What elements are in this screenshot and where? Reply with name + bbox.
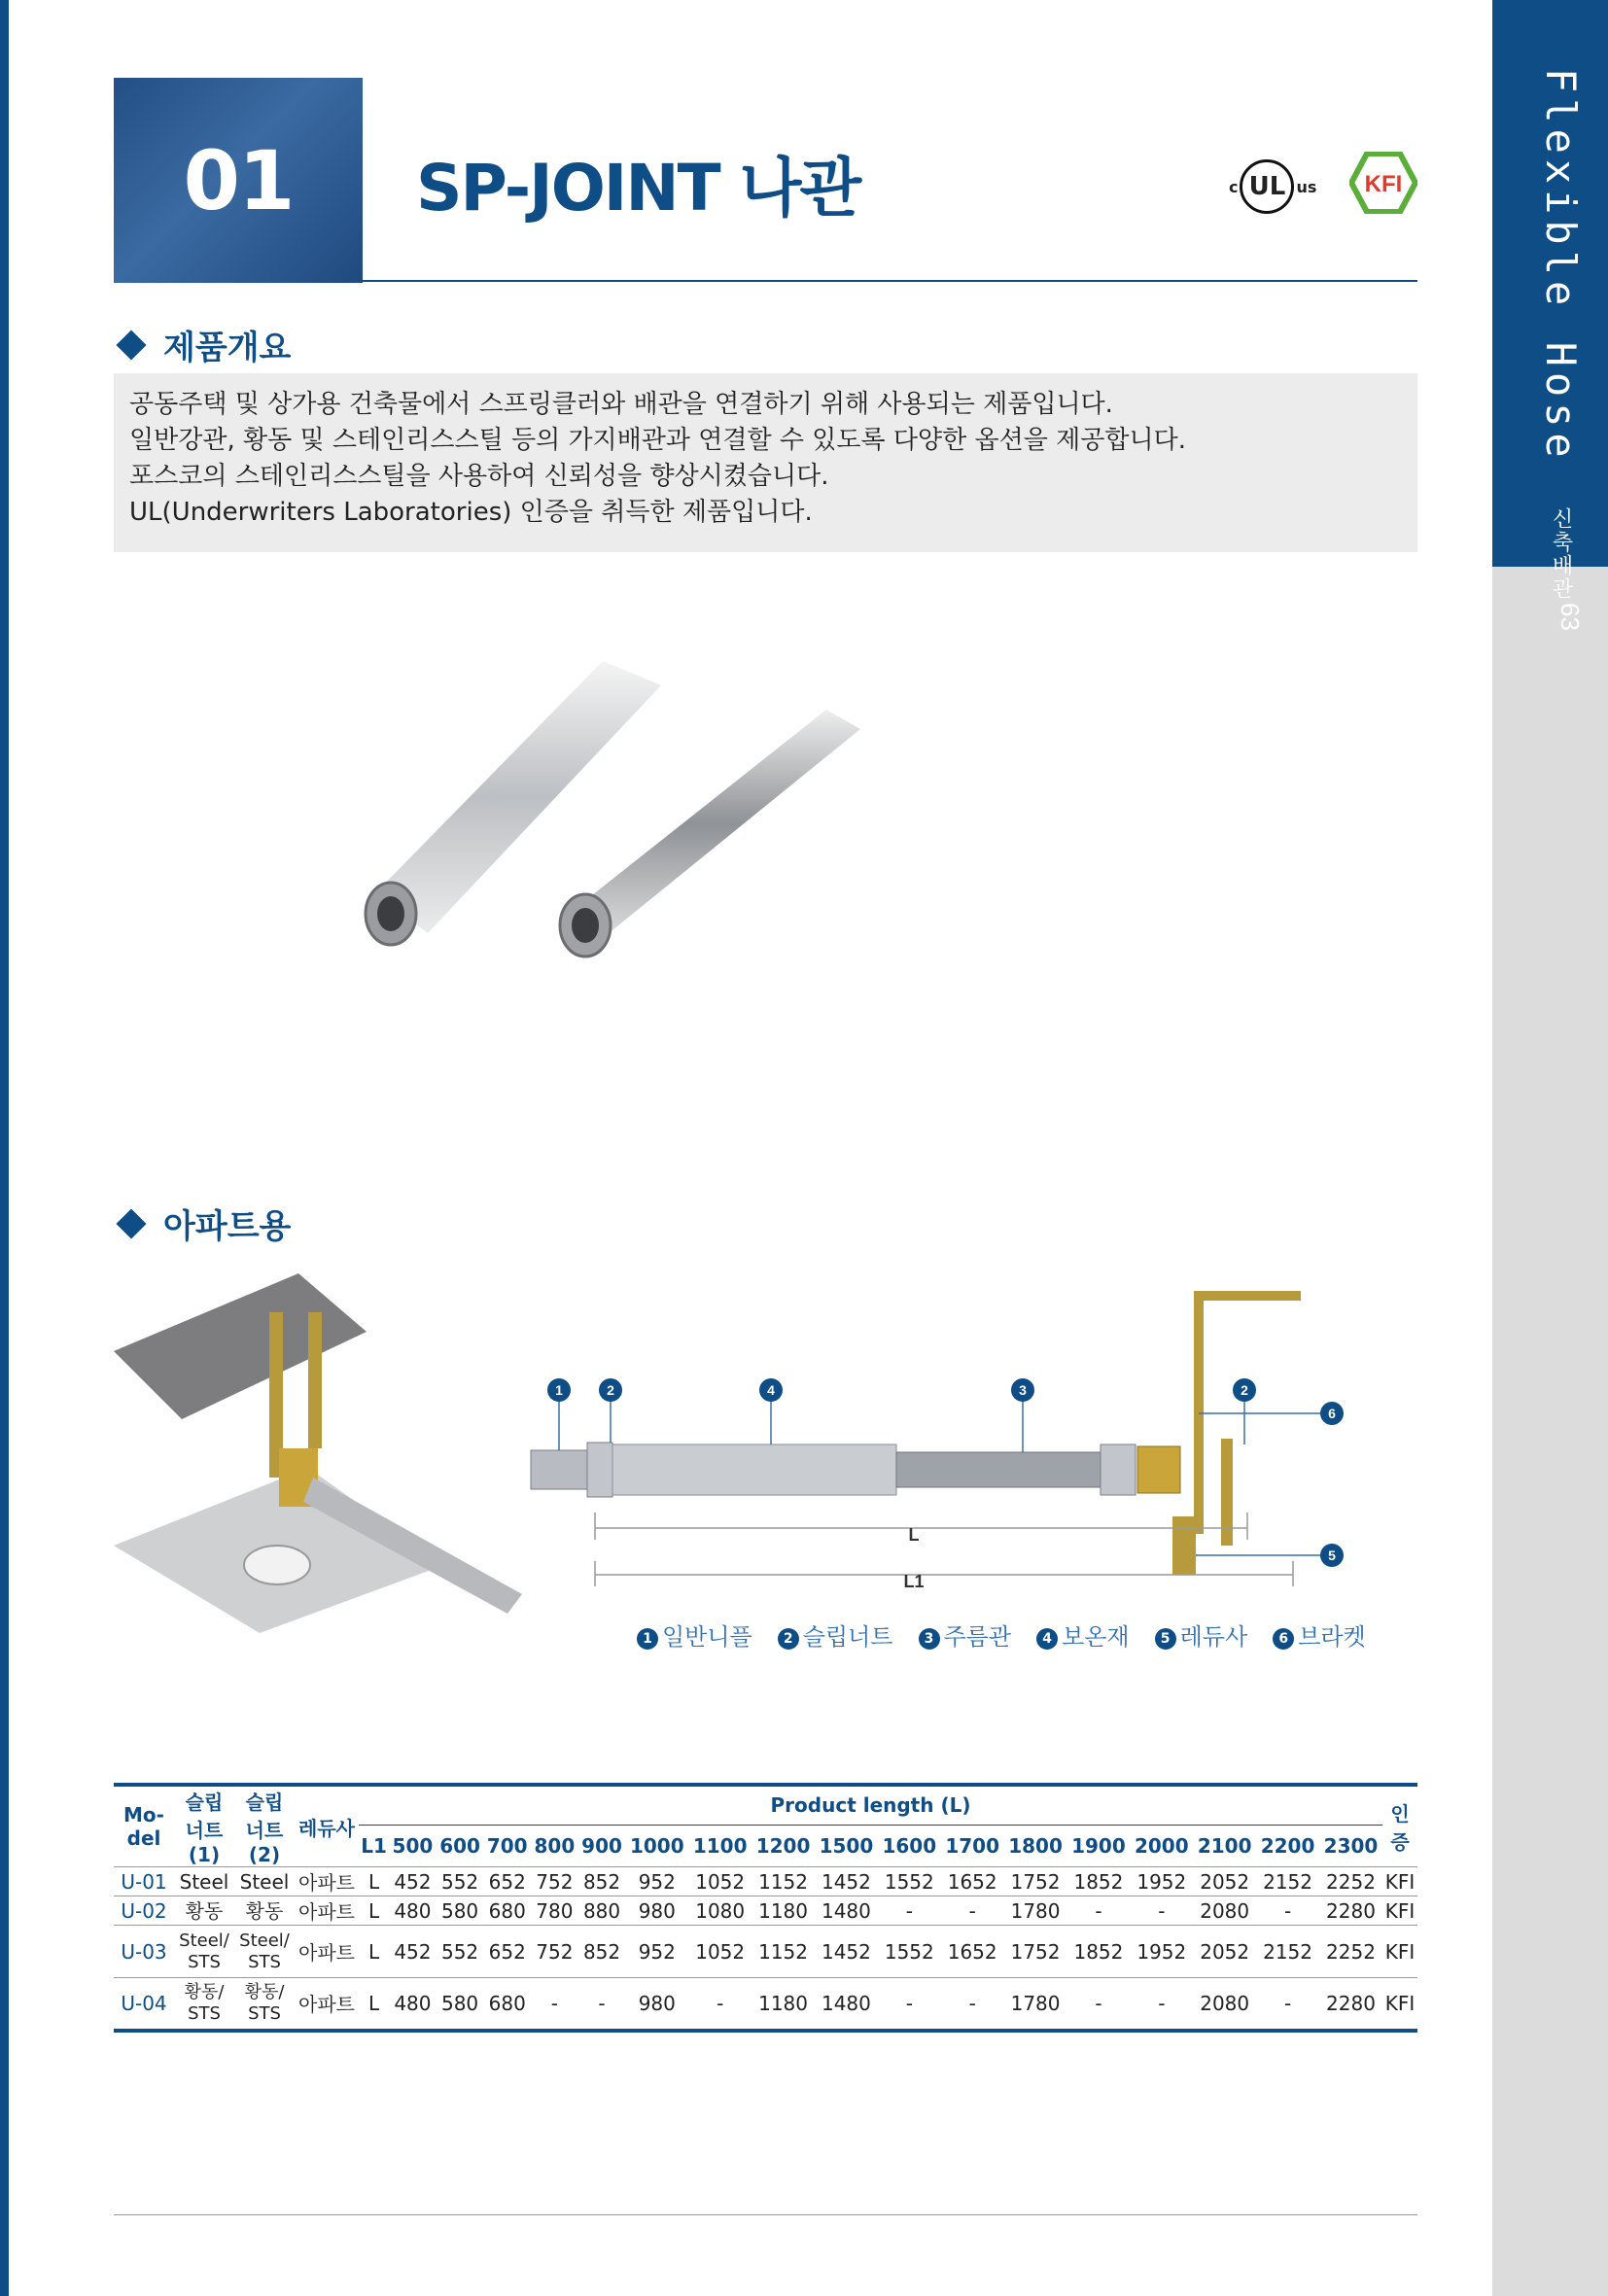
- length-cell: 1852: [1073, 1869, 1124, 1894]
- steel-hose-image: [560, 710, 860, 957]
- slip-nut-1-cell: 황동: [185, 1898, 224, 1923]
- section-number: 01: [183, 132, 294, 228]
- legend-item: [1036, 1618, 1130, 1652]
- length-cell: 752: [536, 1939, 574, 1964]
- legend-label: 슬립너트: [802, 1623, 893, 1651]
- length-cell: 652: [488, 1869, 526, 1894]
- length-cell: 2052: [1200, 1939, 1250, 1964]
- length-cell: 580: [440, 1991, 479, 2015]
- length-cell: -: [717, 1991, 724, 2015]
- header-length-cell: 1800: [1008, 1833, 1063, 1858]
- length-cell: 1052: [695, 1869, 746, 1894]
- marker-1: 1: [555, 1382, 563, 1398]
- legend-label: 주름관: [943, 1623, 1012, 1651]
- footer-rule: [114, 2214, 1417, 2215]
- ul-c-text: c: [1229, 177, 1239, 196]
- length-cell: 1180: [758, 1898, 808, 1923]
- length-cell: 1152: [758, 1939, 808, 1964]
- kfi-logo-text: KFI: [1364, 171, 1403, 197]
- slip-nut-2-cell: Steel/ STS: [239, 1930, 290, 1972]
- dimension-l1: L1: [903, 1572, 925, 1591]
- length-cell: 552: [440, 1869, 479, 1894]
- model-cell: U-02: [121, 1898, 167, 1923]
- table-row: [114, 1926, 1417, 1978]
- certification-cell: KFI: [1384, 1939, 1416, 1964]
- header-length-cell: 1500: [819, 1833, 874, 1858]
- length-cell: 1452: [821, 1869, 871, 1894]
- overview-box: [114, 373, 1417, 552]
- header-length-cell: 1100: [692, 1833, 748, 1858]
- side-category-title: [1526, 68, 1585, 602]
- length-cell: 1780: [1010, 1991, 1061, 2015]
- length-cell: 2080: [1200, 1991, 1250, 2015]
- legend-label: 일반니플: [662, 1623, 752, 1651]
- header-slip-nut-1: 슬립 너트 (1): [185, 1791, 224, 1866]
- slip-nut-1-cell: Steel: [179, 1869, 229, 1894]
- legend-item: [778, 1618, 893, 1652]
- length-cell: 1652: [947, 1869, 997, 1894]
- length-cell: 480: [394, 1991, 432, 2015]
- table-row: [114, 1867, 1417, 1896]
- table-row: [114, 1896, 1417, 1926]
- overview-heading: [121, 321, 291, 368]
- diamond-bullet-icon: [116, 330, 146, 360]
- header-length-cell: 1900: [1071, 1833, 1126, 1858]
- length-cell: 1652: [947, 1939, 997, 1964]
- length-cell: 852: [582, 1939, 621, 1964]
- header-slip-nut-2: 슬립 너트 (2): [245, 1791, 284, 1866]
- model-cell: U-03: [121, 1939, 167, 1964]
- length-cell: -: [905, 1991, 913, 2015]
- spec-table: [114, 1783, 1417, 2033]
- legend-number: 4: [1036, 1628, 1058, 1650]
- dimension-l: L: [908, 1525, 920, 1545]
- marker-3: 3: [1019, 1382, 1027, 1398]
- header-length-cell: 2200: [1260, 1833, 1315, 1858]
- legend-number: 6: [1273, 1628, 1294, 1650]
- length-cell: -: [1283, 1898, 1292, 1923]
- length-cell: 680: [488, 1898, 526, 1923]
- legend-label: 레듀사: [1179, 1623, 1248, 1651]
- length-cell: -: [968, 1991, 976, 2015]
- header-length-cell: 1600: [882, 1833, 937, 1858]
- ul-mark: [1240, 159, 1294, 214]
- length-cell: 952: [638, 1939, 676, 1964]
- length-cell: 452: [394, 1869, 432, 1894]
- ul-mark-text: UL: [1248, 172, 1286, 201]
- header-length-cell: 1700: [945, 1833, 999, 1858]
- section-number-box: [114, 78, 363, 283]
- apartment-heading: [121, 1200, 291, 1247]
- reducer-cell: 아파트: [298, 1993, 355, 2017]
- length-cell: L: [367, 1898, 380, 1923]
- certification-cell: KFI: [1384, 1991, 1416, 2015]
- length-cell: 2152: [1263, 1939, 1312, 1964]
- length-cell: 2052: [1200, 1869, 1250, 1894]
- length-cell: 2252: [1326, 1939, 1376, 1964]
- reducer-cell: 아파트: [298, 1941, 355, 1965]
- length-cell: 1452: [821, 1939, 871, 1964]
- length-cell: 2252: [1326, 1869, 1376, 1894]
- marker-5: 5: [1328, 1548, 1336, 1563]
- length-cell: 1480: [821, 1898, 871, 1923]
- overview-line: 일반강관, 황동 및 스테인리스스틸 등의 가지배관과 연결할 수 있도록 다양한 옵션을 제공합니다.: [129, 426, 1186, 455]
- overview-line: 공동주택 및 상가용 건축물에서 스프링클러와 배관을 연결하기 위해 사용되는 제품입니다.: [129, 390, 1113, 419]
- length-cell: 1952: [1136, 1869, 1187, 1894]
- length-cell: -: [905, 1898, 913, 1923]
- length-cell: 652: [488, 1939, 526, 1964]
- length-cell: 980: [638, 1991, 676, 2015]
- length-cell: 1752: [1010, 1939, 1061, 1964]
- length-cell: 1180: [758, 1991, 808, 2015]
- length-cell: -: [1095, 1898, 1102, 1923]
- product-photo: [321, 622, 924, 991]
- certification-cell: KFI: [1384, 1898, 1416, 1923]
- legend-item: [1155, 1618, 1248, 1652]
- ul-us-text: us: [1296, 177, 1317, 196]
- length-cell: 980: [638, 1898, 676, 1923]
- legend-number: 3: [919, 1628, 940, 1650]
- marker-2-right: 2: [1241, 1382, 1248, 1398]
- header-length-cell: 700: [486, 1833, 528, 1858]
- length-cell: 2152: [1263, 1869, 1312, 1894]
- legend-number: 2: [778, 1628, 799, 1650]
- length-cell: 680: [488, 1991, 526, 2015]
- length-cell: 580: [440, 1898, 479, 1923]
- left-edge-bar: [0, 0, 9, 2296]
- marker-6: 6: [1328, 1406, 1336, 1421]
- length-cell: L: [367, 1939, 380, 1964]
- overview-line: 포스코의 스테인리스스틸을 사용하여 신뢰성을 향상시켰습니다.: [129, 462, 829, 491]
- overview-line: UL(Underwriters Laboratories) 인증을 취득한 제품입니다.: [129, 498, 813, 527]
- header-length-cell: L1: [361, 1833, 387, 1858]
- length-cell: 1152: [758, 1869, 808, 1894]
- length-cell: 952: [638, 1869, 676, 1894]
- legend-item: [919, 1618, 1012, 1652]
- length-cell: 552: [440, 1939, 479, 1964]
- page-number: 63: [1556, 603, 1585, 631]
- length-cell: 880: [582, 1898, 621, 1923]
- header-length-cell: 2300: [1323, 1833, 1379, 1858]
- length-cell: 2280: [1326, 1991, 1376, 2015]
- slip-nut-1-cell: Steel/ STS: [179, 1930, 229, 1972]
- length-cell: -: [550, 1991, 558, 2015]
- length-cell: -: [968, 1898, 976, 1923]
- header-length-cell: 600: [439, 1833, 480, 1858]
- part-legend: [637, 1618, 1366, 1652]
- marker-2: 2: [607, 1382, 614, 1398]
- length-cell: L: [367, 1991, 380, 2015]
- length-cell: -: [598, 1991, 606, 2015]
- length-cell: 780: [536, 1898, 574, 1923]
- length-cell: -: [1158, 1991, 1166, 2015]
- title-underline: [363, 280, 1417, 282]
- assembly-diagram: [525, 1283, 1419, 1652]
- header-length-cell: 2000: [1134, 1833, 1189, 1858]
- length-cell: 2280: [1326, 1898, 1376, 1923]
- length-cell: 1552: [884, 1869, 934, 1894]
- header-length-cell: 1200: [755, 1833, 811, 1858]
- header-length-cell: 1000: [629, 1833, 684, 1858]
- ul-certification-logo: [1229, 159, 1316, 214]
- reducer-cell: 아파트: [298, 1871, 355, 1895]
- legend-label: 보온재: [1062, 1623, 1130, 1651]
- length-cell: 2080: [1200, 1898, 1250, 1923]
- length-cell: 480: [394, 1898, 432, 1923]
- header-model: Mo-del: [123, 1803, 164, 1850]
- slip-nut-2-cell: Steel: [239, 1869, 290, 1894]
- header-certification: 인증: [1390, 1802, 1410, 1854]
- slip-nut-1-cell: 황동/ STS: [184, 1981, 225, 2024]
- legend-number: 1: [637, 1628, 658, 1650]
- length-cell: -: [1095, 1991, 1102, 2015]
- model-cell: U-01: [121, 1869, 167, 1894]
- model-cell: U-04: [121, 1991, 167, 2015]
- length-cell: 752: [536, 1869, 574, 1894]
- kfi-logo: [1349, 152, 1417, 214]
- length-cell: 1080: [695, 1898, 746, 1923]
- length-cell: 1952: [1136, 1939, 1187, 1964]
- installation-photo: [114, 1273, 542, 1633]
- certification-cell: KFI: [1384, 1869, 1416, 1894]
- header-product-length: Product length (L): [359, 1785, 1382, 1825]
- length-cell: 1780: [1010, 1898, 1061, 1923]
- length-cell: 1852: [1073, 1939, 1124, 1964]
- header-length-cell: 500: [392, 1833, 434, 1858]
- legend-label: 브라켓: [1298, 1623, 1366, 1651]
- page-title: SP-JOINT 나관: [416, 151, 860, 226]
- length-cell: 852: [582, 1869, 621, 1894]
- marker-4: 4: [767, 1382, 775, 1398]
- table-row: [114, 1978, 1417, 2031]
- slip-nut-2-cell: 황동: [245, 1898, 284, 1923]
- header-length-cell: 2100: [1197, 1833, 1252, 1858]
- spec-table-header: [114, 1785, 1417, 1867]
- length-cell: 1480: [821, 1991, 871, 2015]
- side-subtitle: 신축배관: [1549, 507, 1573, 602]
- length-cell: -: [1158, 1898, 1166, 1923]
- legend-item: [1273, 1618, 1366, 1652]
- header-reducer: 레듀사: [298, 1816, 355, 1840]
- spec-table-body: [114, 1867, 1417, 2031]
- length-cell: 1552: [884, 1939, 934, 1964]
- length-cell: 452: [394, 1939, 432, 1964]
- diamond-bullet-icon: [116, 1208, 146, 1238]
- length-cell: -: [1283, 1991, 1292, 2015]
- length-cell: 1752: [1010, 1869, 1061, 1894]
- legend-number: 5: [1155, 1628, 1176, 1650]
- overview-heading-text: 제품개요: [163, 329, 292, 367]
- slip-nut-2-cell: 황동/ STS: [244, 1981, 285, 2024]
- header-length-cell: 800: [534, 1833, 576, 1858]
- length-cell: 1052: [695, 1939, 746, 1964]
- reducer-cell: 아파트: [298, 1900, 355, 1924]
- apartment-heading-text: 아파트용: [163, 1207, 292, 1246]
- side-title-text: Flexible Hose: [1537, 68, 1585, 464]
- length-cell: L: [367, 1869, 380, 1894]
- legend-item: [637, 1618, 752, 1652]
- header-length-cell: 900: [581, 1833, 622, 1858]
